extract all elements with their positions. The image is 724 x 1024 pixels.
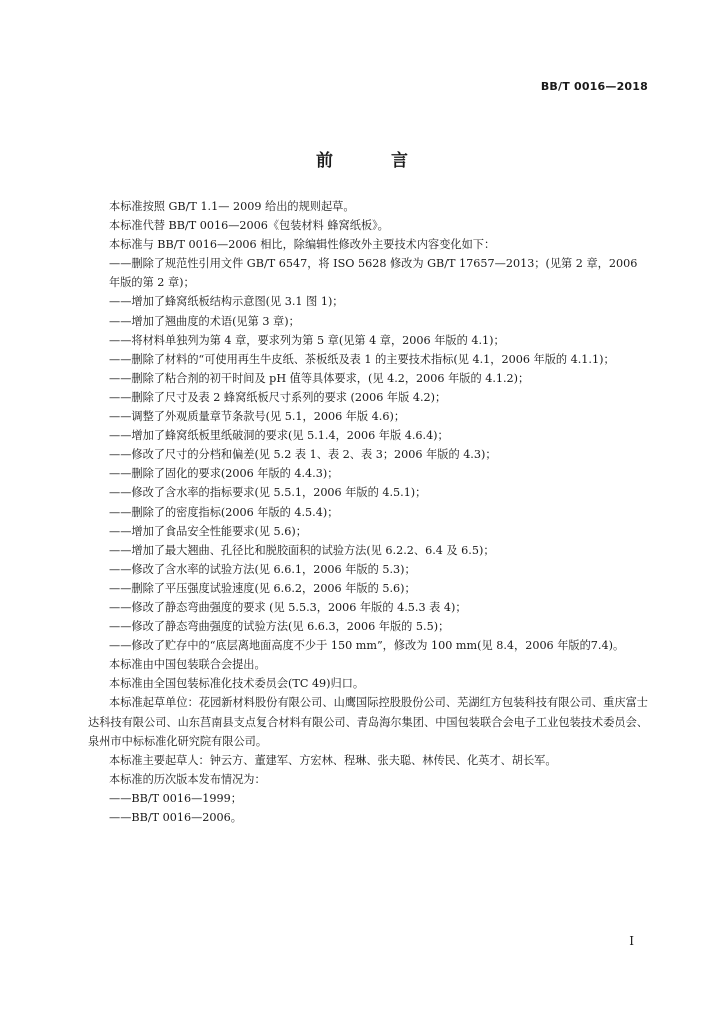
change-item: ——修改了尺寸的分档和偏差(见 5.2 表 1、表 2、表 3；2006 年版的 4.3)； xyxy=(109,448,497,462)
paragraph-centralized: 本标准由全国包装标准化技术委员会(TC 49)归口。 xyxy=(109,677,365,691)
page-title: 前 言 xyxy=(316,151,434,171)
history-item: ——BB/T 0016—1999； xyxy=(109,791,242,805)
change-item: ——调整了外观质量章节条款号(见 5.1，2006 年版 4.6)； xyxy=(109,410,406,424)
paragraph-history-intro: 本标准的历次版本发布情况为： xyxy=(109,772,266,786)
change-item: ——修改了含水率的指标要求(见 5.5.1，2006 年版的 4.5.1)； xyxy=(109,486,427,500)
history-item: ——BB/T 0016—2006。 xyxy=(109,811,242,824)
change-item: ——删除了尺寸及表 2 蜂窝纸板尺寸系列的要求 (2006 年版 4.2)； xyxy=(109,390,447,404)
document-body xyxy=(88,197,648,827)
change-item: ——删除了规范性引用文件 GB/T 6547，将 ISO 5628 修改为 GB/T 17657—2013；(见第 2 章，2006 年版的第 2 章)； xyxy=(109,257,638,290)
paragraph-changes-intro: 本标准与 BB/T 0016—2006 相比，除编辑性修改外主要技术内容变化如下： xyxy=(109,238,496,252)
change-item: ——增加了蜂窝纸板结构示意图(见 3.1 图 1)； xyxy=(109,295,344,309)
change-item: ——增加了翘曲度的术语(见第 3 章)； xyxy=(109,314,300,328)
paragraph-drafting-rules: 本标准按照 GB/T 1.1— 2009 给出的规则起草。 xyxy=(109,200,355,213)
change-item: ——删除了的密度指标(2006 年版的 4.5.4)； xyxy=(109,505,339,519)
change-item: ——删除了材料的“可使用再生牛皮纸、茶板纸及表 1 的主要技术指标(见 4.1，2006 年版的 4.1.1)； xyxy=(109,352,615,366)
paragraph-drafting-units: 本标准起草单位：花园新材料股份有限公司、山鹰国际控股股份公司、芜湖红方包装科技有限公司、重庆富士达科技有限公司、山东莒南县支点复合材料有限公司、青岛海尔集团、中国包装联合会电子工业包装技术委员会、泉州市中标标准化研究院有限公司。 xyxy=(88,696,648,748)
paragraph-drafters: 本标准主要起草人：钟云方、董建军、方宏林、程琳、张夫聪、林传民、化英才、胡长军。 xyxy=(109,753,557,767)
change-item: ——修改了静态弯曲强度的要求 (见 5.5.3，2006 年版的 4.5.3 表 4)； xyxy=(109,600,467,614)
page-number: I xyxy=(629,934,634,948)
change-item: ——增加了蜂窝纸板里纸破洞的要求(见 5.1.4，2006 年版 4.6.4)； xyxy=(109,429,449,443)
change-item: ——修改了贮存中的“底层离地面高度不少于 150 mm”，修改为 100 mm(见 8.4，2006 年版的7.4)。 xyxy=(109,639,625,653)
change-item: ——删除了固化的要求(2006 年版的 4.4.3)； xyxy=(109,467,339,481)
paragraph-replaces: 本标准代替 BB/T 0016—2006《包装材料 蜂窝纸板》。 xyxy=(109,219,389,233)
change-item: ——增加了食品安全性能要求(见 5.6)； xyxy=(109,524,307,538)
change-item: ——删除了平压强度试验速度(见 6.6.2，2006 年版的 5.6)； xyxy=(109,581,416,595)
standard-code: BB/T 0016—2018 xyxy=(540,80,648,93)
paragraph-proposer: 本标准由中国包装联合会提出。 xyxy=(109,658,266,672)
change-item: ——修改了含水率的试验方法(见 6.6.1，2006 年版的 5.3)； xyxy=(109,562,416,576)
change-item: ——增加了最大翘曲、孔径比和脱胶面积的试验方法(见 6.2.2、6.4 及 6.5)； xyxy=(109,543,495,557)
change-item: ——将材料单独列为第 4 章，要求列为第 5 章(见第 4 章，2006 年版的 4.1)； xyxy=(109,333,505,347)
change-item: ——删除了粘合剂的初干时间及 pH 值等具体要求，(见 4.2，2006 年版的 4.1.2)； xyxy=(109,371,530,385)
change-item: ——修改了静态弯曲强度的试验方法(见 6.6.3，2006 年版的 5.5)； xyxy=(109,620,450,634)
